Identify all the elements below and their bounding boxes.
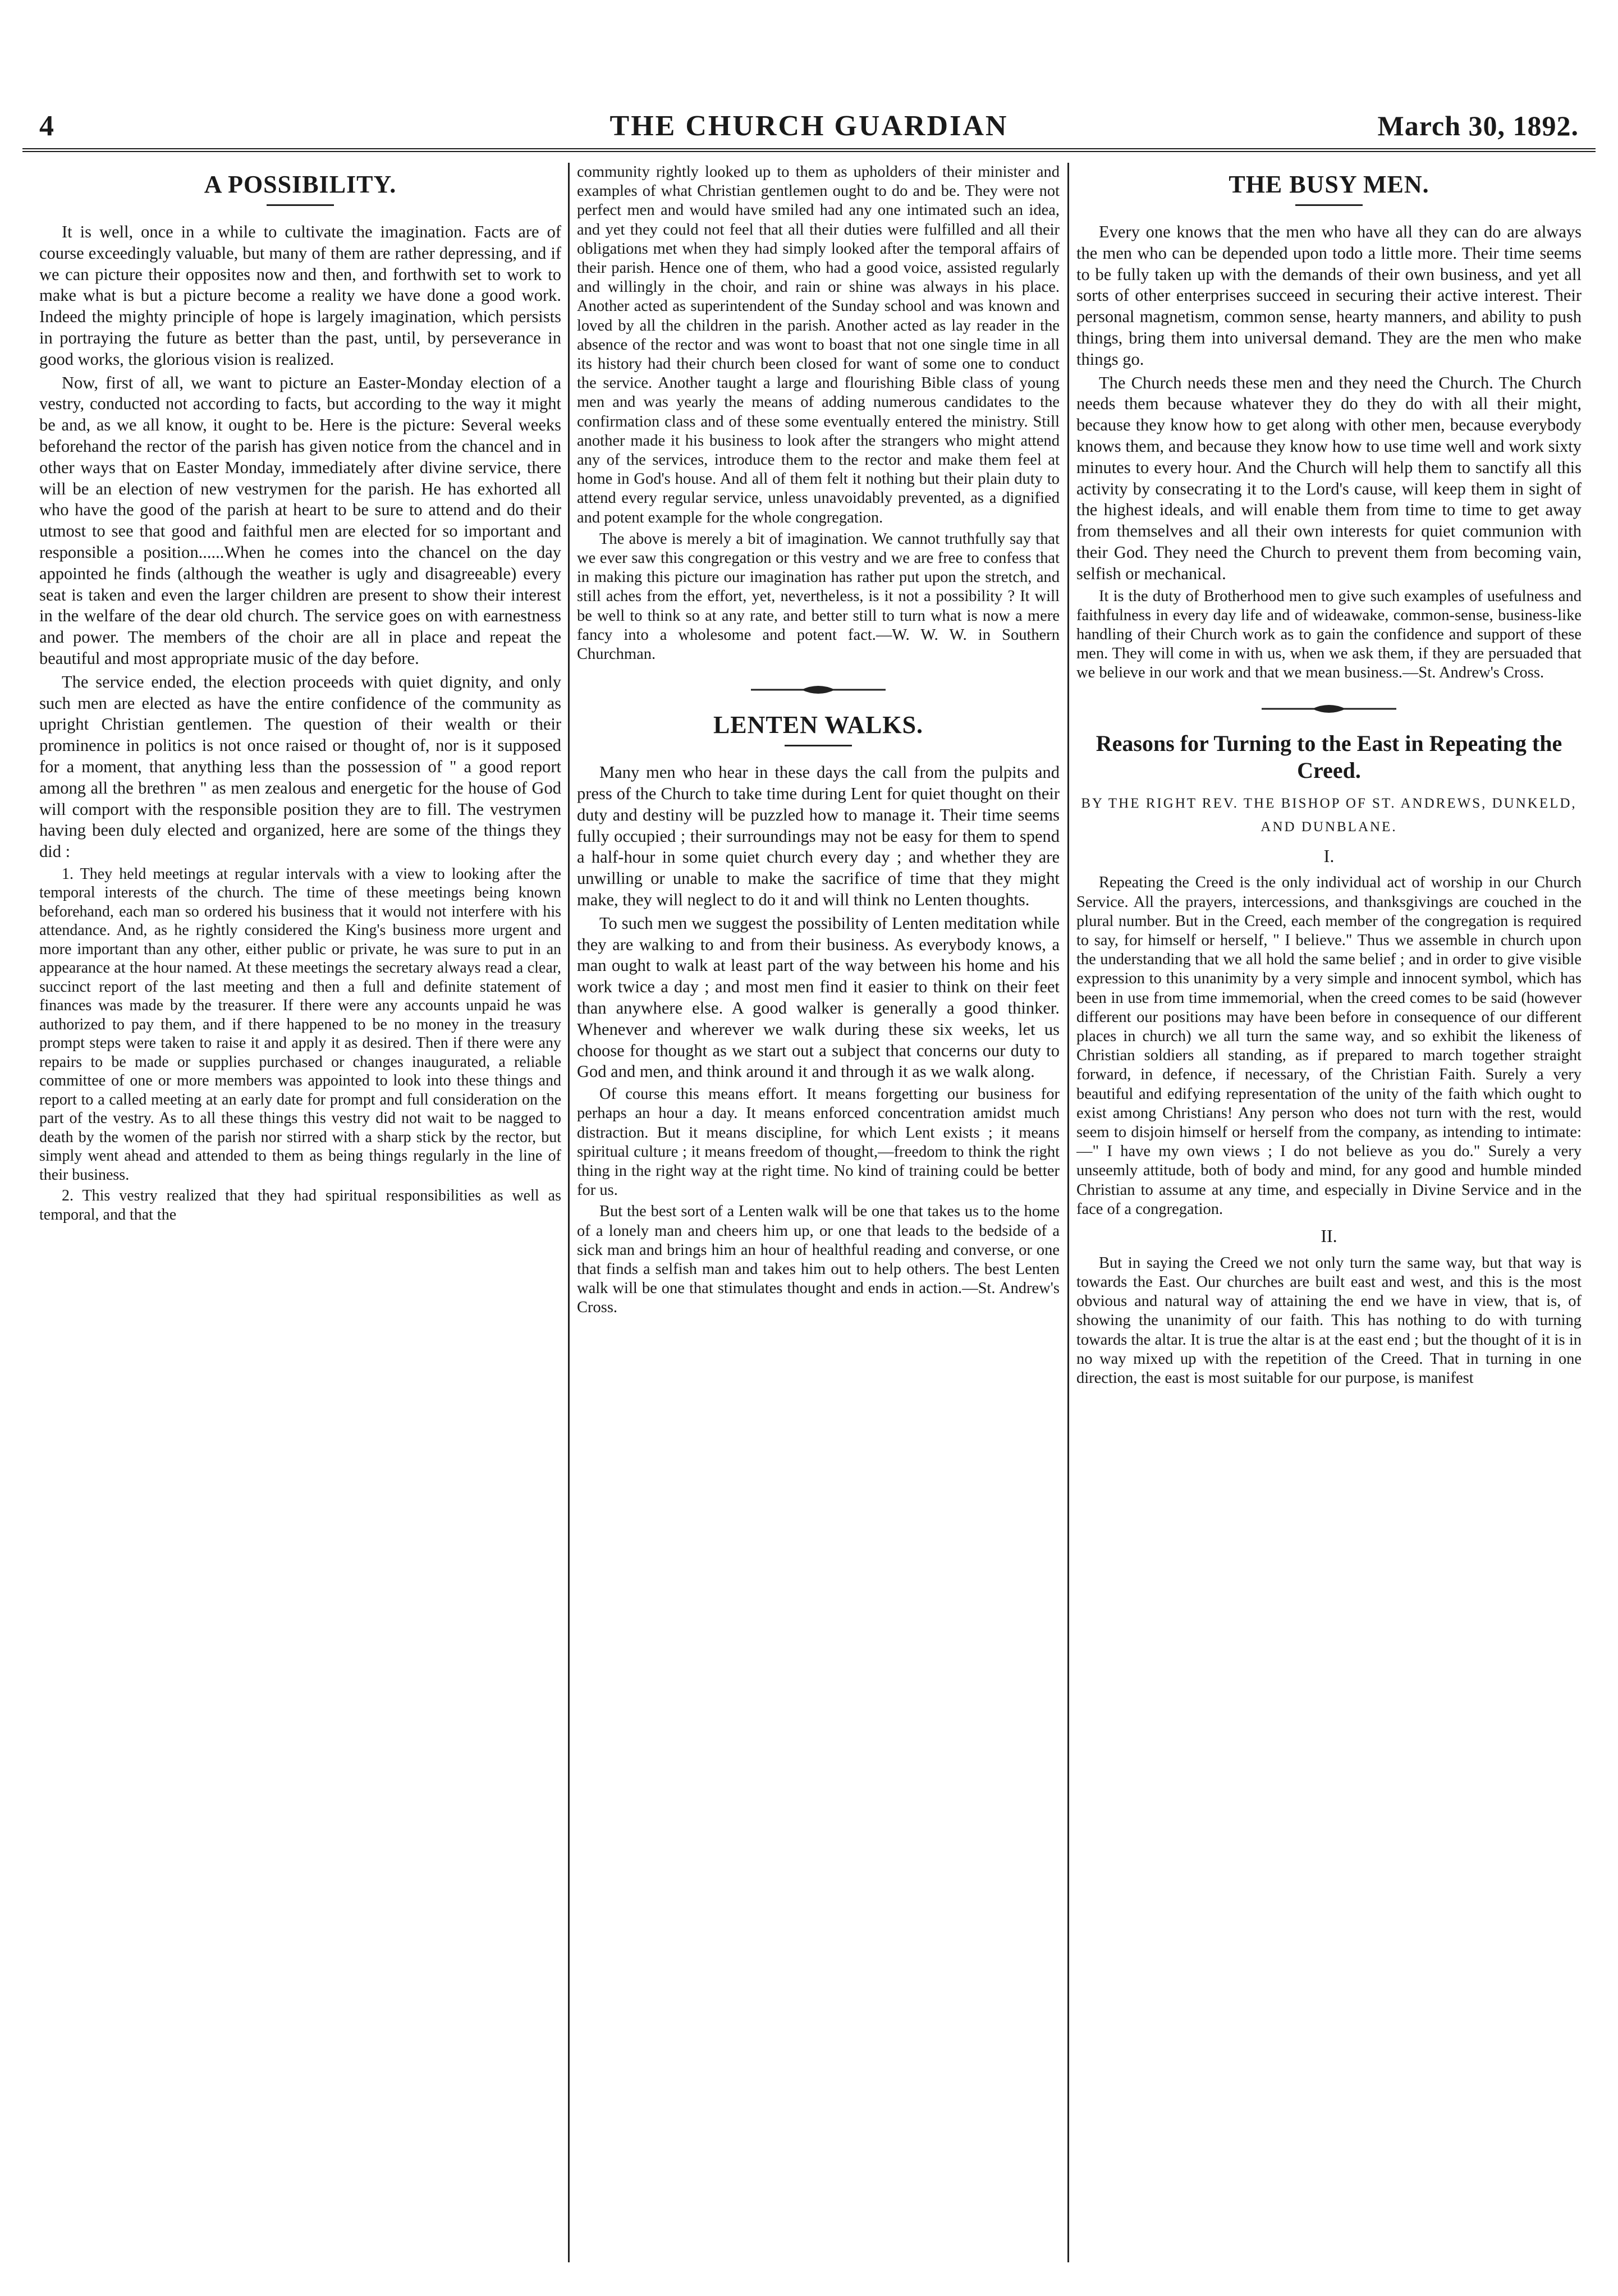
section-numeral: I. bbox=[1323, 845, 1335, 866]
heading-rule bbox=[785, 745, 852, 746]
article-heading-busy-men: THE BUSY MEN. bbox=[1229, 171, 1429, 198]
paragraph: 2. This vestry realized that they had spiritual responsibilities as well as temporal, and that the bbox=[39, 1187, 561, 1223]
column-middle bbox=[577, 163, 1060, 2274]
heading-rule bbox=[267, 204, 334, 206]
page-number: 4 bbox=[39, 110, 54, 142]
paragraph: 1. They held meetings at regular intervals with a view to looking after the temporal interests of the church. The time of these meetings being known beforehand, each man so ordered his business that it would not interfere with his attendance. And, as he rightly considered the King's business more urgent and more important than any other, either public or private, he was sure to put in an appearance at the hour named. At these meetings the secretary always read a clear, succinct report of the last meeting and then a full and definite statement of finances was made by the treasurer. If there were any accounts unpaid he was authorized to pay them, and if there happened to be no money in the treasury prompt steps were taken to raise it and apply it as desired. Then if there were any repairs to be made or supplies purchased or changes inaugurated, a reliable committee of one or more members was appointed to look into these things and report to a called meeting at an early date for prompt and full consideration on the part of the vestry. As to all these things this vestry did not wait to be nagged to death by the women of the parish nor stirred with a sharp stick by the rector, but simply went ahead and attended to them as being things regularly in the line of their business. bbox=[39, 865, 561, 1184]
article-heading-possibility: A POSSIBILITY. bbox=[204, 171, 397, 198]
paragraph: But in saying the Creed we not only turn the same way, but that way is towards the East. Our churches are built east and west, and this is the most obvious and natural way of attaining the end we have in view, that is, of showing the unanimity of our faith. This has nothing to do with turning towards the altar. It is true the altar is at the east end ; but the thought of it is in no way mixed up with the repetition of the Creed. That in turning in one direction, the east is most suitable for our purpose, is manifest bbox=[1076, 1254, 1582, 1387]
paragraph: The above is merely a bit of imagination. We cannot truthfully say that we ever saw this congregation or this vestry and we are free to confess that in making this picture our imagination has rather put upon the stretch, and still aches from the effort, yet, nevertheless, is it not a possibility ? It will be well to think so at any rate, and better still to turn what is now a mere fancy into a wholesome and potent fact.—W. W. W. in Southern Churchman. bbox=[577, 530, 1060, 663]
paragraph: The service ended, the election proceeds with quiet dignity, and only such men are elected as have the entire confidence of the community as upright Christian gentlemen. The question of their wealth or their prominence in politics is not once raised or thought of, nor is it supposed for a moment, that anything less than the possession of " a good report among all the brethren " as men zealous and energetic for the house of God will comport with the responsible position they are to fill. The vestrymen having been duly elected and organized, here are some of the things they did : bbox=[39, 672, 561, 861]
issue-date: March 30, 1892. bbox=[1377, 110, 1579, 141]
newspaper-title: THE CHURCH GUARDIAN bbox=[609, 110, 1009, 142]
ornamental-divider bbox=[751, 683, 886, 696]
column-right bbox=[1076, 163, 1582, 2274]
paragraph: It is the duty of Brotherhood men to give such examples of usefulness and faithfulness in every day life and of wideawake, common-sense, business-like handling of their Church work as to gain the confidence and support of these men. They will come in with us, when we ask them, if they are persuaded that we believe in our work and that we mean business.—St. Andrew's Cross. bbox=[1076, 587, 1582, 682]
paragraph: Every one knows that the men who have all they can do are always the men who can be depended upon todo a little more. Their time seems to be fully taken up with the demands of their own business, and yet all sorts of other enterprises succeed in securing their active interest. Their personal magnetism, common sense, hearty manners, and ability to push things, bring them into universal demand. They are the men who make things go. bbox=[1076, 222, 1582, 369]
paragraph: community rightly looked up to them as upholders of their minister and examples of what Christian gentlemen ought to do and be. They were not perfect men and would have smiled had any one intimated such an idea, and yet they could not feel that all their duties were fulfilled and all their obligations met when they had simply looked after the temporal affairs of their parish. Hence one of them, who had a good voice, assisted regularly and willingly in the choir, and rain or shine was always in his place. Another acted as superintendent of the Sunday school and was known and loved by all the children in the parish. Another acted as lay reader in the absence of the rector and was wont to boast that not one single time in all its history had their church been closed for want of some one to conduct the service. Another taught a large and flourishing Bible class of young men and was yearly the means of adding numerous candidates to the confirmation class and of these some eventually entered the ministry. Still another made it his business to look after the strangers who might attend any of the services, introduce them to the rector and make them feel at home in God's house. And all of them felt it nothing but their plain duty to attend every regular service, unless unavoidably prevented, as a dignified and potent example for the whole congregation. bbox=[577, 163, 1060, 526]
article-heading-reasons-east: Reasons for Turning to the East in Repeating the Creed. bbox=[1096, 730, 1562, 783]
heading-rule bbox=[1295, 204, 1363, 206]
ornamental-divider bbox=[1262, 702, 1396, 716]
column-divider bbox=[1067, 163, 1069, 2262]
article-heading-lenten-walks: LENTEN WALKS. bbox=[713, 711, 924, 739]
byline: BY THE RIGHT REV. THE BISHOP OF ST. ANDREWS, DUNKELD, AND DUNBLANE. bbox=[1081, 795, 1577, 835]
section-numeral: II. bbox=[1321, 1226, 1337, 1246]
column-divider bbox=[568, 163, 570, 2262]
paragraph: Now, first of all, we want to picture an Easter-Monday election of a vestry, conducted not according to facts, but according to the way it might be and, as we all know, it ought to be. Here is the picture: Several weeks beforehand the rector of the parish has given notice from the chancel and in other ways that on Easter Monday, immediately after divine service, there will be an election of new vestrymen for the parish. He has exhorted all who have the good of the parish at heart to be sure to attend and do their utmost to see that good and faithful men are elected for so important and responsible a position......When he comes into the chancel on the day appointed he finds (although the weather is ugly and disagreeable) every seat is taken and even the larger children are present to show their interest in the welfare of the dear old church. The service goes on with earnestness and power. The members of the choir are all in place and repeat the beautiful and most appropriate music of the day before. bbox=[39, 373, 561, 668]
paragraph: To such men we suggest the possibility of Lenten meditation while they are walking to and from their business. As everybody knows, a man ought to walk at least part of the way between his home and his work twice a day ; and most men find it easier to think on their feet than anywhere else. A good walker is generally a good thinker. Whenever and wherever we walk during these six weeks, let us choose for thought as we start out a subject that concerns our duty to God and men, and think around it and through it as we walk along. bbox=[577, 913, 1060, 1081]
paragraph: The Church needs these men and they need the Church. The Church needs them because whatever they do they do with all their might, because they know how to get along with other men, because everybody knows them, and because they know how to use time well and work sixty minutes to every hour. And the Church will help them to sanctify all this activity by consecrating it to the Lord's cause, will keep them in sight of the highest ideals, and will enable them from time to time to get away from themselves and all their own interests for quiet communion with their God. They need the Church to prevent them from becoming vain, selfish or mechanical. bbox=[1076, 373, 1582, 583]
paragraph: But the best sort of a Lenten walk will be one that takes us to the home of a lonely man and cheers him up, or one that leads to the bedside of a sick man and brings him an hour of healthful reading and converse, or one that finds a selfish man and takes him out to help others. The best Lenten walk will be one that stimulates thought and ends in action.—St. Andrew's Cross. bbox=[577, 1203, 1060, 1317]
masthead-rule bbox=[22, 148, 1596, 152]
paragraph: Many men who hear in these days the call from the pulpits and press of the Church to take time during Lent for quiet thought on their duty and destiny will be puzzled how to manage it. Their time seems fully occupied ; their surroundings may not be easy for them to spend a half-hour in some quiet church every day ; and whether they are unwilling or unable to make the sacrifice of time that they might make, they will neglect to do it and will think no Lenten thoughts. bbox=[577, 763, 1060, 910]
paragraph: Repeating the Creed is the only individual act of worship in our Church Service. All the prayers, intercessions, and thanksgivings are couched in the plural number. But in the Creed, each member of the congregation is required to say, for himself or herself, " I believe." Thus we assemble in church upon the understanding that we all hold the same belief ; and in order to give visible expression to this unanimity by a very simple and innocent symbol, which has been in use from time immemorial, when the creed comes to be said (however different our positions may have been before in consequence of our different places in church) we all turn the same way, and so exhibit the likeness of Christian soldiers all standing, as if prepared to march together straight forward, in defence, if necessary, of the Christian Faith. Surely a very beautiful and edifying representation of the unity of the faith which ought to exist among Christians! Any person who does not turn with the rest, would seem to disjoin himself or herself from the company, as intending to intimate:—" I have my own views ; I do not believe as you do." Surely a very unseemly attitude, both of body and mind, for any good and humble minded Christian to assume at any time, and especially in Divine Service and in the face of a congregation. bbox=[1076, 874, 1582, 1218]
paragraph: It is well, once in a while to cultivate the imagination. Facts are of course exceedingly valuable, but many of them are rather depressing, and if we can picture their opposites now and then, and forthwith set to work to make what is but a picture become a reality we have done a good work. Indeed the mighty principle of hope is largely imagination, which persists in portraying the future as better than the past, until, by perseverance in good works, the glorious vision is realized. bbox=[39, 222, 561, 369]
column-left bbox=[39, 163, 561, 2274]
masthead bbox=[22, 109, 1596, 143]
paragraph: Of course this means effort. It means forgetting our business for perhaps an hour a day. It means enforced concentration amidst much distraction. But it means discipline, for which Lent exists ; it means spiritual culture ; it means freedom of thought,—freedom to think the right thing in the right way at the right time. No kind of training could be better for us. bbox=[577, 1085, 1060, 1199]
